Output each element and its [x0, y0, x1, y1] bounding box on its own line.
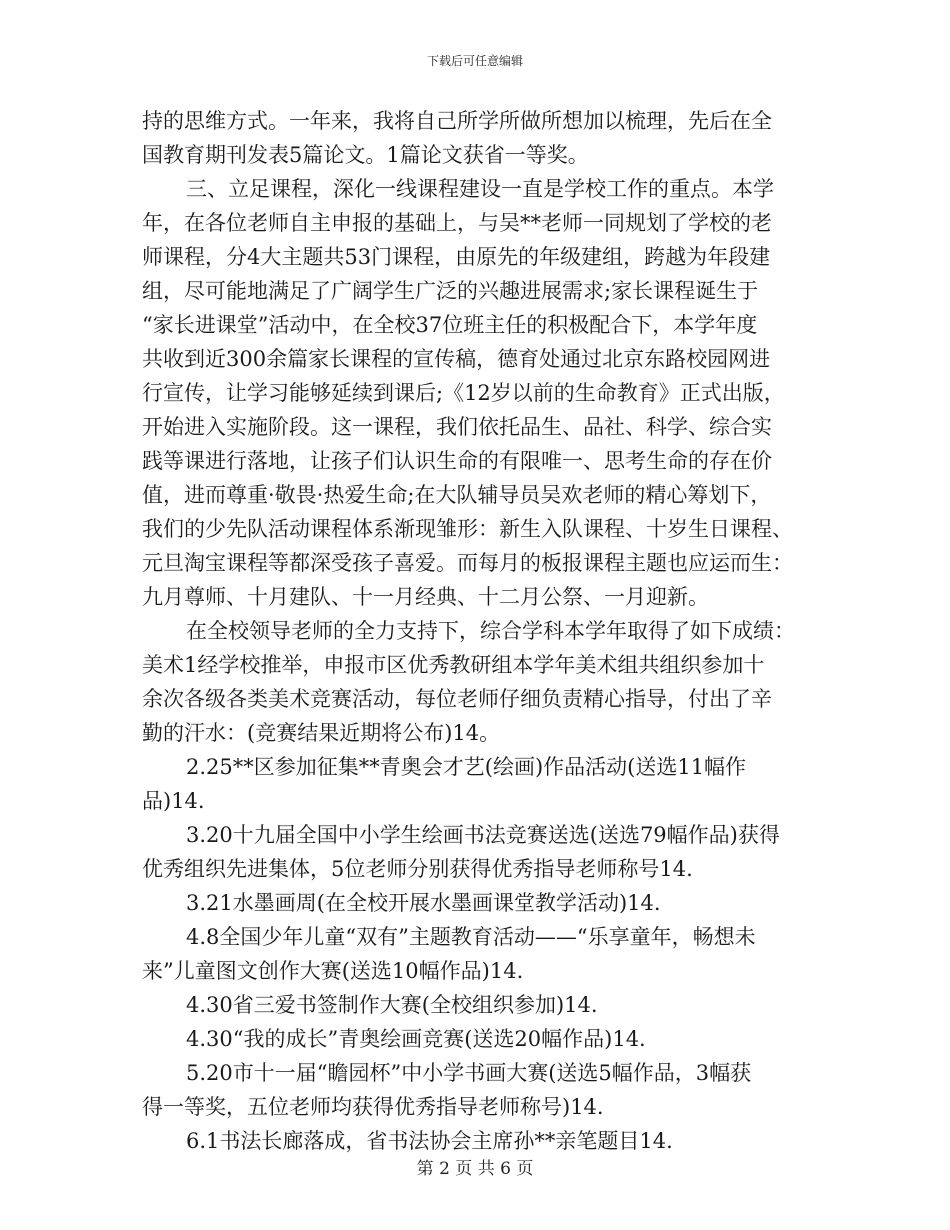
- text-line: 开始进入实施阶段。这一课程，我们依托品生、品社、科学、综合实: [142, 415, 772, 439]
- document-body: [142, 104, 818, 1158]
- page-header: 下载后可任意编辑: [426, 54, 523, 68]
- text-line: 元旦淘宝课程等都深受孩子喜爱。而每月的板报课程主题也应运而生：: [142, 551, 793, 575]
- text-line: 行宣传，让学习能够延续到课后;《12岁以前的生命教育》正式出版，: [142, 381, 785, 405]
- text-line: 4.8全国少年儿童“双有”主题教育活动——“乐享童年，畅想未: [186, 925, 756, 949]
- text-line: 组，尽可能地满足了广阔学生广泛的兴趣进展需求;家长课程诞生于: [142, 279, 759, 303]
- text-line: 2.25**区参加征集**青奥会才艺(绘画)作品活动(送选11幅作: [186, 755, 747, 779]
- text-line: 践等课进行落地，让孩子们认识生命的有限唯一、思考生命的存在价: [142, 449, 772, 473]
- text-line: 4.30“我的成长”青奥绘画竞赛(送选20幅作品)14.: [186, 1027, 646, 1051]
- text-line: 勤的汗水：(竞赛结果近期将公布)14。: [142, 721, 501, 745]
- text-line: 4.30省三爱书签制作大赛(全校组织参加)14.: [186, 993, 598, 1017]
- text-line: 国教育期刊发表5篇论文。1篇论文获省一等奖。: [142, 143, 589, 167]
- text-line: 师课程，分4大主题共53门课程，由原先的年级建组，跨越为年段建: [142, 245, 771, 269]
- text-line: 品)14.: [142, 789, 205, 813]
- text-line: 5.20市十一届“瞻园杯”中小学书画大赛(送选5幅作品，3幅获: [186, 1061, 752, 1085]
- text-line: 共收到近300余篇家长课程的宣传稿，德育处通过北京东路校园网进: [142, 347, 771, 371]
- text-line: 三、立足课程，深化一线课程建设一直是学校工作的重点。本学: [186, 177, 774, 201]
- text-line: 6.1书法长廊落成，省书法协会主席孙**亲笔题目14.: [186, 1129, 673, 1153]
- text-line: 在全校领导老师的全力支持下，综合学科本学年取得了如下成绩：: [186, 619, 795, 643]
- text-line: 得一等奖，五位老师均获得优秀指导老师称号)14.: [142, 1095, 604, 1119]
- text-line: 九月尊师、十月建队、十一月经典、十二月公祭、一月迎新。: [142, 585, 709, 609]
- text-line: 3.20十九届全国中小学生绘画书法竞赛送选(送选79幅作品)获得: [186, 823, 780, 847]
- page-footer: 第 2 页 共 6 页: [416, 1159, 534, 1179]
- text-line: 来”儿童图文创作大赛(送选10幅作品)14.: [142, 959, 524, 983]
- text-line: “家长进课堂”活动中，在全校37位班主任的积极配合下，本学年度: [142, 313, 758, 337]
- text-line: 美术1经学校推举，申报市区优秀教研组本学年美术组共组织参加十: [142, 653, 765, 677]
- text-line: 3.21水墨画周(在全校开展水墨画课堂教学活动)14.: [186, 891, 661, 915]
- text-line: 年，在各位老师自主申报的基础上，与吴**老师一同规划了学校的老: [142, 211, 772, 235]
- text-line: 余次各级各类美术竞赛活动，每位老师仔细负责精心指导，付出了辛: [142, 687, 772, 711]
- text-line: 持的思维方式。一年来，我将自己所学所做所想加以梳理，先后在全: [142, 109, 772, 133]
- text-line: 值，进而尊重·敬畏·热爱生命;在大队辅导员吴欢老师的精心筹划下，: [142, 483, 772, 507]
- text-line: 我们的少先队活动课程体系渐现雏形：新生入队课程、十岁生日课程、: [142, 517, 793, 541]
- text-line: 优秀组织先进集体，5位老师分别获得优秀指导老师称号14.: [142, 857, 693, 881]
